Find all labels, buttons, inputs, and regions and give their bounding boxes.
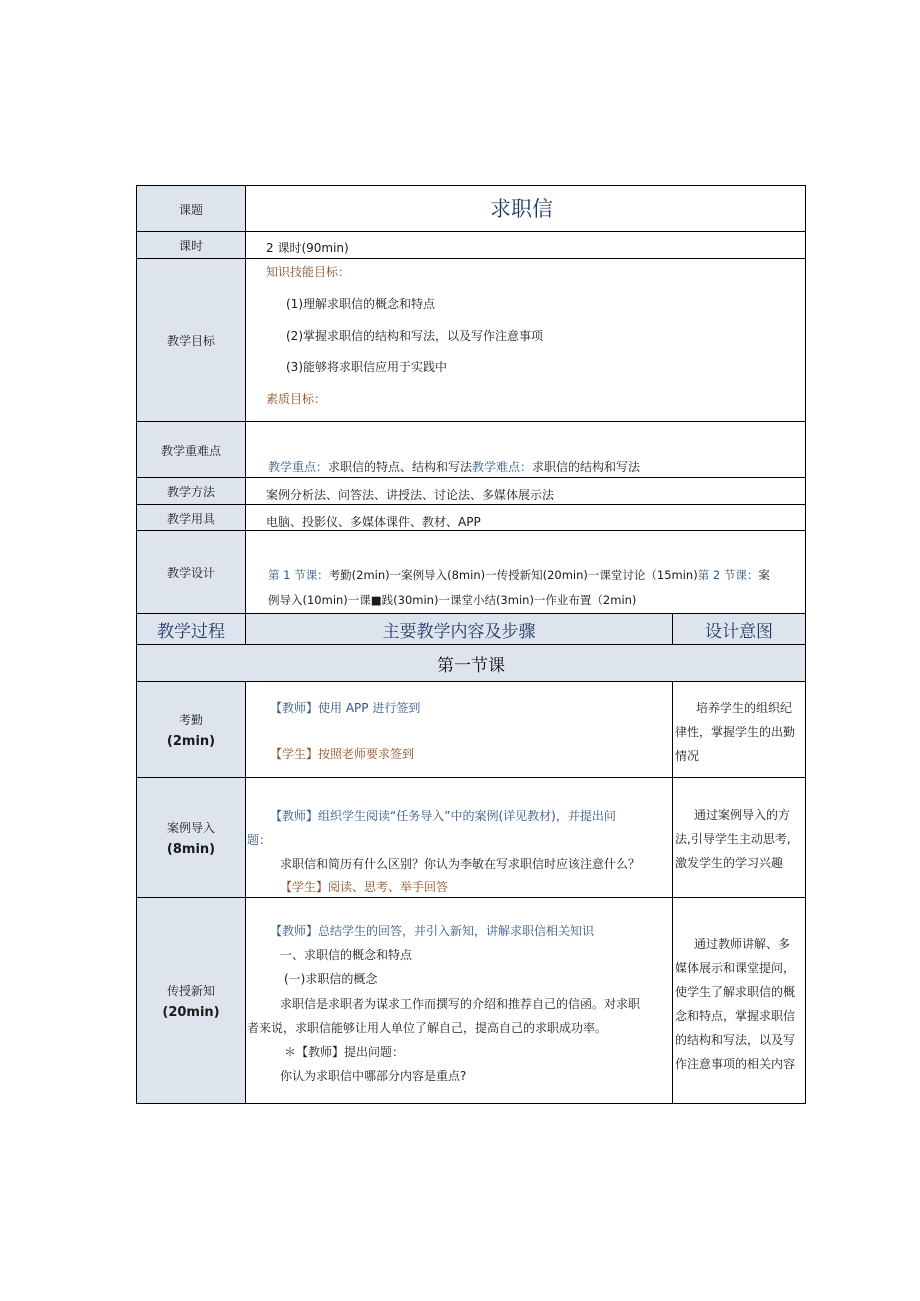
case-intent-1: 通过案例导入的方 (694, 808, 791, 822)
step-time: (8min) (166, 842, 216, 857)
objectives-label: 教学目标 (137, 259, 245, 422)
key-points-label: 教学重难点 (137, 422, 245, 478)
student-tag: 【学生】 (280, 880, 329, 894)
row-divider (136, 258, 806, 259)
row-divider (136, 477, 806, 478)
teach-heading-1: 一、求职信的概念和特点 (280, 948, 413, 962)
row-divider (136, 681, 806, 682)
lesson2-text: 案 (758, 568, 770, 582)
column-divider (672, 682, 673, 1104)
process-header-stage: 教学过程 (137, 614, 245, 645)
teacher-text: 使用 APP 进行签到 (318, 701, 421, 715)
case-student (280, 878, 448, 896)
step-teach-label (137, 898, 245, 1103)
topic-label: 课题 (137, 186, 245, 232)
teach-paragraph-2: 者来说，求职信能够让用人单位了解自己，提高自己的求职成功率。 (247, 1021, 608, 1035)
column-divider (245, 185, 246, 645)
quality-objective-title: 素质目标： (266, 392, 327, 406)
table-border-top (136, 185, 806, 186)
student-text: 阅读、思考、举手回答 (328, 880, 449, 894)
row-divider (136, 421, 806, 422)
methods-value: 案例分析法、问答法、讲授法、讨论法、多媒体展示法 (266, 488, 555, 502)
hours-label: 课时 (137, 232, 245, 259)
student-text: 按照老师要求签到 (318, 747, 415, 761)
row-divider (136, 897, 806, 898)
teacher-tag: 【教师】 (270, 809, 319, 823)
row-divider (136, 644, 806, 645)
case-question: 求职信和简历有什么区别？你认为李敏在写求职信时应该注意什么？ (280, 857, 641, 871)
tools-label: 教学用具 (137, 505, 245, 531)
teach-intent-3: 使学生了解求职信的概 (675, 985, 796, 999)
row-divider (136, 777, 806, 778)
teach-intent-5: 的结构和写法，以及写 (675, 1033, 796, 1047)
difficulty-text: 求职信的结构和写法 (532, 460, 641, 474)
ask-text: 提出问题： (344, 1045, 405, 1059)
teach-heading-2: (一)求职信的概念 (284, 972, 378, 986)
design-line-2: 例导入(10min)一课■践(30min)一课堂小结(3min)一作业布置（2min) (268, 593, 637, 607)
step-name: 案例导入 (166, 821, 215, 835)
column-divider (245, 682, 246, 1104)
teach-ask-question: 你认为求职信中哪部分内容是重点? (280, 1069, 467, 1083)
row-divider (136, 504, 806, 505)
objective-item: (2)掌握求职信的结构和写法，以及写作注意事项 (286, 329, 543, 343)
process-header-intent: 设计意图 (673, 614, 805, 645)
teach-intent-6: 作注意事项的相关内容 (675, 1057, 796, 1071)
case-intent-3: 激发学生的学习兴趣 (675, 856, 784, 870)
case-teacher (270, 807, 616, 825)
lesson2-label: 第 2 节课： (697, 568, 759, 582)
student-tag: 【学生】 (270, 747, 319, 761)
hours-value: 2 课时(90min) (266, 241, 349, 255)
step-attendance-label (137, 682, 245, 778)
attendance-teacher (270, 699, 420, 717)
teacher-text: 总结学生的回答，并引入新知，讲解求职信相关知识 (318, 924, 595, 938)
objective-item: (1)理解求职信的概念和特点 (286, 297, 435, 311)
ask-tag: ＊【教师】 (284, 1045, 345, 1059)
teach-intent-4: 念和特点，掌握求职信 (675, 1009, 796, 1023)
attendance-intent-2: 律性，掌握学生的出勤 (675, 725, 796, 739)
key-points-text (268, 458, 640, 476)
teacher-text: 组织学生阅读“任务导入”中的案例(详见教材)，并提出问 (318, 809, 616, 823)
teach-intent-1: 通过教师讲解、多 (694, 937, 791, 951)
difficulty-label: 教学难点： (472, 460, 533, 474)
attendance-student (270, 745, 414, 763)
step-time: (20min) (162, 1004, 220, 1020)
column-divider (672, 614, 673, 645)
teacher-tag: 【教师】 (270, 701, 319, 715)
step-name: 传授新知 (166, 983, 215, 998)
design-line-1 (268, 566, 770, 584)
tools-value: 电脑、投影仪、多媒体课件、教材、APP (266, 515, 481, 529)
lesson1-text: 考勤(2min)一案例导入(8min)一传授新知(20min)一课堂讨论（15min) (328, 568, 698, 582)
focus-text: 求职信的特点、结构和写法 (328, 460, 473, 474)
section-title: 第一节课 (137, 645, 805, 682)
case-intent-2: 法,引导学生主动思考, (675, 832, 791, 846)
focus-label: 教学重点： (268, 460, 329, 474)
teacher-tag: 【教师】 (270, 924, 319, 938)
table-border-bottom (136, 1103, 806, 1104)
case-teacher-cont: 题： (247, 833, 272, 847)
teach-teacher (270, 922, 594, 940)
step-case-label (137, 778, 245, 898)
row-divider (136, 613, 806, 614)
row-divider (136, 231, 806, 232)
knowledge-objective-title: 知识技能目标： (266, 265, 351, 279)
teach-ask (284, 1043, 404, 1061)
attendance-intent-1: 培养学生的组织纪 (696, 701, 793, 715)
teach-intent-2: 媒体展示和课堂提问， (675, 961, 796, 975)
topic-value: 求职信 (490, 197, 553, 221)
design-label: 教学设计 (137, 531, 245, 614)
objective-item: (3)能够将求职信应用于实践中 (286, 360, 447, 374)
step-name: 考勤 (178, 713, 203, 727)
step-time: (2min) (166, 734, 216, 749)
lesson1-label: 第 1 节课： (268, 568, 329, 582)
attendance-intent-3: 情况 (675, 749, 700, 763)
methods-label: 教学方法 (137, 478, 245, 505)
teach-paragraph-1: 求职信是求职者为谋求工作而撰写的介绍和推荐自己的信函。对求职 (280, 997, 641, 1011)
process-header-content: 主要教学内容及步骤 (245, 614, 673, 645)
